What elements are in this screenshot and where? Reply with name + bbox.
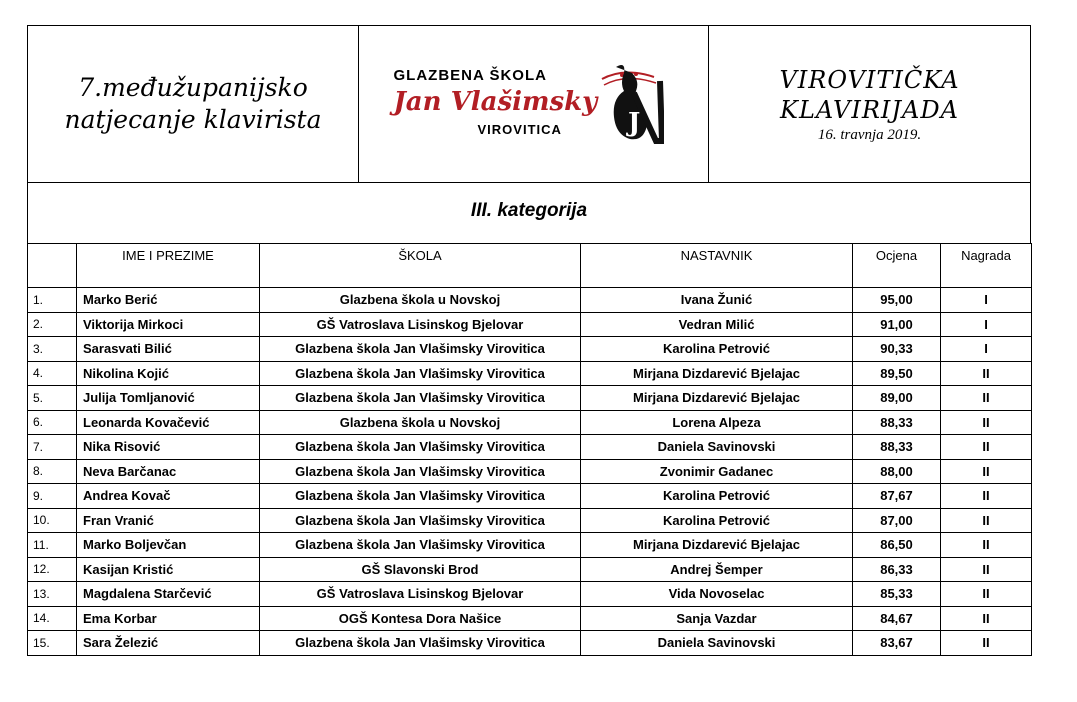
row-number: 15. xyxy=(28,631,77,656)
table-row xyxy=(28,337,1032,362)
award: I xyxy=(941,288,1032,313)
score: 85,33 xyxy=(853,582,941,607)
school-name: GŠ Slavonski Brod xyxy=(260,557,581,582)
table-row xyxy=(28,288,1032,313)
school-logo xyxy=(394,59,674,149)
category-box xyxy=(27,183,1031,244)
table-row xyxy=(28,386,1032,411)
student-name: Ema Korbar xyxy=(77,606,260,631)
score: 84,67 xyxy=(853,606,941,631)
score: 89,00 xyxy=(853,386,941,411)
row-number: 4. xyxy=(28,361,77,386)
row-number: 13. xyxy=(28,582,77,607)
school-name: Glazbena škola Jan Vlašimsky Virovitica xyxy=(260,508,581,533)
school-name: Glazbena škola Jan Vlašimsky Virovitica xyxy=(260,361,581,386)
award: I xyxy=(941,312,1032,337)
competition-title-cell xyxy=(28,26,359,182)
teacher-name: Mirjana Dizdarević Bjelajac xyxy=(581,386,853,411)
teacher-name: Vedran Milić xyxy=(581,312,853,337)
score: 86,33 xyxy=(853,557,941,582)
column-header-school: ŠKOLA xyxy=(260,244,581,288)
school-name: OGŠ Kontesa Dora Našice xyxy=(260,606,581,631)
column-header-score: Ocjena xyxy=(853,244,941,288)
row-number: 2. xyxy=(28,312,77,337)
award: II xyxy=(941,484,1032,509)
student-name: Nika Risović xyxy=(77,435,260,460)
score: 95,00 xyxy=(853,288,941,313)
student-name: Magdalena Starčević xyxy=(77,582,260,607)
teacher-name: Vida Novoselac xyxy=(581,582,853,607)
student-name: Fran Vranić xyxy=(77,508,260,533)
school-name: Glazbena škola Jan Vlašimsky Virovitica xyxy=(260,337,581,362)
award: II xyxy=(941,557,1032,582)
score: 88,33 xyxy=(853,410,941,435)
teacher-name: Lorena Alpeza xyxy=(581,410,853,435)
teacher-name: Mirjana Dizdarević Bjelajac xyxy=(581,361,853,386)
document-header xyxy=(27,25,1031,183)
teacher-name: Daniela Savinovski xyxy=(581,631,853,656)
student-name: Kasijan Kristić xyxy=(77,557,260,582)
school-name: Glazbena škola u Novskoj xyxy=(260,410,581,435)
score: 83,67 xyxy=(853,631,941,656)
student-name: Sara Železić xyxy=(77,631,260,656)
category-title: III. kategorija xyxy=(470,200,588,221)
student-name: Sarasvati Bilić xyxy=(77,337,260,362)
award: II xyxy=(941,606,1032,631)
student-name: Leonarda Kovačević xyxy=(77,410,260,435)
table-row xyxy=(28,312,1032,337)
row-number: 11. xyxy=(28,533,77,558)
column-header-teacher: NASTAVNIK xyxy=(581,244,853,288)
score: 87,00 xyxy=(853,508,941,533)
award: II xyxy=(941,631,1032,656)
row-number: 6. xyxy=(28,410,77,435)
row-number: 1. xyxy=(28,288,77,313)
school-name: GŠ Vatroslava Lisinskog Bjelovar xyxy=(260,582,581,607)
score: 88,33 xyxy=(853,435,941,460)
logo-text-line1: GLAZBENA ŠKOLA xyxy=(393,67,547,84)
teacher-name: Andrej Šemper xyxy=(581,557,853,582)
award: II xyxy=(941,435,1032,460)
column-header-number xyxy=(28,244,77,288)
svg-text:J: J xyxy=(627,108,640,138)
school-name: Glazbena škola Jan Vlašimsky Virovitica xyxy=(260,533,581,558)
teacher-name: Karolina Petrović xyxy=(581,484,853,509)
row-number: 14. xyxy=(28,606,77,631)
score: 90,33 xyxy=(853,337,941,362)
table-row xyxy=(28,361,1032,386)
teacher-name: Daniela Savinovski xyxy=(581,435,853,460)
row-number: 10. xyxy=(28,508,77,533)
row-number: 8. xyxy=(28,459,77,484)
school-name: Glazbena škola Jan Vlašimsky Virovitica xyxy=(260,631,581,656)
event-title-line1: VIROVITIČKA xyxy=(779,65,960,94)
table-row xyxy=(28,606,1032,631)
logo-text-line3: VIROVITICA xyxy=(477,122,562,137)
event-title-line2: KLAVIRIJADA xyxy=(780,95,959,124)
student-name: Neva Barčanac xyxy=(77,459,260,484)
event-title-cell xyxy=(709,26,1030,182)
teacher-name: Mirjana Dizdarević Bjelajac xyxy=(581,533,853,558)
table-row xyxy=(28,533,1032,558)
table-row xyxy=(28,484,1032,509)
award: II xyxy=(941,410,1032,435)
table-row xyxy=(28,459,1032,484)
student-name: Viktorija Mirkoci xyxy=(77,312,260,337)
table-row xyxy=(28,557,1032,582)
school-name: Glazbena škola Jan Vlašimsky Virovitica xyxy=(260,459,581,484)
award: II xyxy=(941,361,1032,386)
award: I xyxy=(941,337,1032,362)
school-name: GŠ Vatroslava Lisinskog Bjelovar xyxy=(260,312,581,337)
table-row xyxy=(28,410,1032,435)
row-number: 5. xyxy=(28,386,77,411)
table-row xyxy=(28,508,1032,533)
teacher-name: Sanja Vazdar xyxy=(581,606,853,631)
award: II xyxy=(941,459,1032,484)
teacher-name: Karolina Petrović xyxy=(581,337,853,362)
row-number: 9. xyxy=(28,484,77,509)
competition-title-line1: 7.međužupanijsko xyxy=(78,73,308,102)
competition-title-line2: natjecanje klavirista xyxy=(64,105,322,134)
score: 86,50 xyxy=(853,533,941,558)
school-name: Glazbena škola Jan Vlašimsky Virovitica xyxy=(260,484,581,509)
teacher-name: Zvonimir Gadanec xyxy=(581,459,853,484)
score: 88,00 xyxy=(853,459,941,484)
school-logo-cell xyxy=(359,26,709,182)
violin-emblem-icon xyxy=(594,59,664,149)
event-date: 16. travnja 2019. xyxy=(817,126,922,143)
student-name: Andrea Kovač xyxy=(77,484,260,509)
award: II xyxy=(941,533,1032,558)
row-number: 3. xyxy=(28,337,77,362)
score: 91,00 xyxy=(853,312,941,337)
row-number: 12. xyxy=(28,557,77,582)
teacher-name: Ivana Žunić xyxy=(581,288,853,313)
logo-text-line2: Jan Vlašimsky xyxy=(393,87,598,117)
teacher-name: Karolina Petrović xyxy=(581,508,853,533)
table-row xyxy=(28,435,1032,460)
student-name: Marko Berić xyxy=(77,288,260,313)
score: 89,50 xyxy=(853,361,941,386)
award: II xyxy=(941,508,1032,533)
award: II xyxy=(941,582,1032,607)
student-name: Marko Boljevčan xyxy=(77,533,260,558)
school-name: Glazbena škola u Novskoj xyxy=(260,288,581,313)
table-header-row xyxy=(28,244,1032,288)
school-name: Glazbena škola Jan Vlašimsky Virovitica xyxy=(260,386,581,411)
results-table xyxy=(27,243,1032,656)
column-header-name: IME I PREZIME xyxy=(77,244,260,288)
school-name: Glazbena škola Jan Vlašimsky Virovitica xyxy=(260,435,581,460)
table-row xyxy=(28,582,1032,607)
table-row xyxy=(28,631,1032,656)
column-header-award: Nagrada xyxy=(941,244,1032,288)
award: II xyxy=(941,386,1032,411)
student-name: Julija Tomljanović xyxy=(77,386,260,411)
student-name: Nikolina Kojić xyxy=(77,361,260,386)
score: 87,67 xyxy=(853,484,941,509)
row-number: 7. xyxy=(28,435,77,460)
